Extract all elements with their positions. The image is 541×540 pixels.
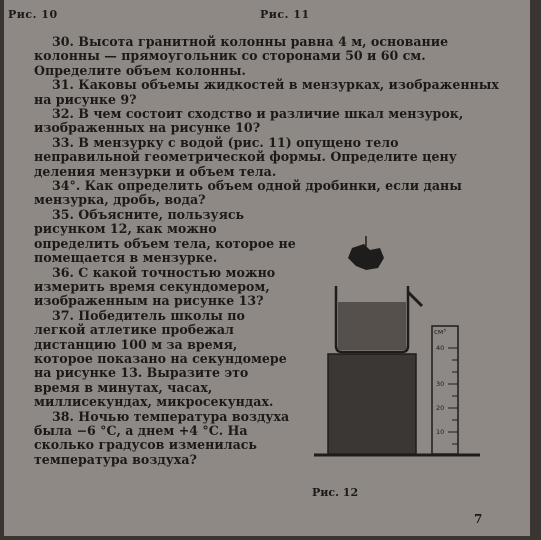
scale-label-10: 10 — [436, 428, 445, 436]
figure-12-illustration — [304, 236, 484, 471]
problem-32: 32. В чем состоит сходство и различие шкал мензурок, изображенных на рисунке 10? — [34, 106, 464, 136]
problem-37: 37. Победитель школы по легкой атлетике пробежал дистанцию 100 м за время, которое показано на секундомере на рисунке 13. Выразите это время в минутах, часах, миллисекундах, микросекундах. — [34, 307, 287, 410]
problem-34: 34°. Как определить объем одной дробинки, если даны мензурка, дробь, вода? — [34, 178, 462, 208]
textbook-page — [4, 0, 530, 536]
scale-label-40: 40 — [436, 344, 445, 352]
problem-30: 30. Высота гранитной колонны равна 4 м, основание колонны — прямоугольник со сторонами 50 и 60 см. Определите объем колонны. — [34, 34, 449, 78]
problem-31: 31. Каковы объемы жидкостей в мензурках, изображенных на рисунке 9? — [34, 77, 499, 107]
cylinder-scale — [448, 348, 458, 444]
vessel-water — [338, 302, 406, 350]
problem-38: 38. Ночью температура воздуха была −6 °С, а днем +4 °С. На сколько градусов изменилась температура воздуха? — [34, 408, 290, 467]
problem-33: 33. В мензурку с водой (рис. 11) опущено тело неправильной геометрической формы. Определите цену деления мензурки и объем тела. — [34, 134, 457, 179]
figure-12-caption: Рис. 12 — [312, 486, 359, 499]
header-fig10-label: Рис. 10 — [8, 8, 58, 21]
problem-36: 36. С какой точностью можно измерить время секундомером, изображенным на рисунке 13? — [34, 264, 276, 309]
problem-35: 35. Объясните, пользуясь рисунком 12, как можно определить объем тела, которое не помещается в мензурке. — [34, 206, 296, 266]
vessel-spout — [408, 292, 422, 306]
scale-label-20: 20 — [436, 404, 445, 412]
cylinder-unit: см³ — [434, 328, 446, 336]
irregular-body — [348, 244, 384, 270]
scale-label-30: 30 — [436, 380, 445, 388]
header-fig11-label: Рис. 11 — [260, 8, 310, 21]
stand-block — [328, 354, 416, 454]
page-number: 7 — [474, 512, 483, 526]
